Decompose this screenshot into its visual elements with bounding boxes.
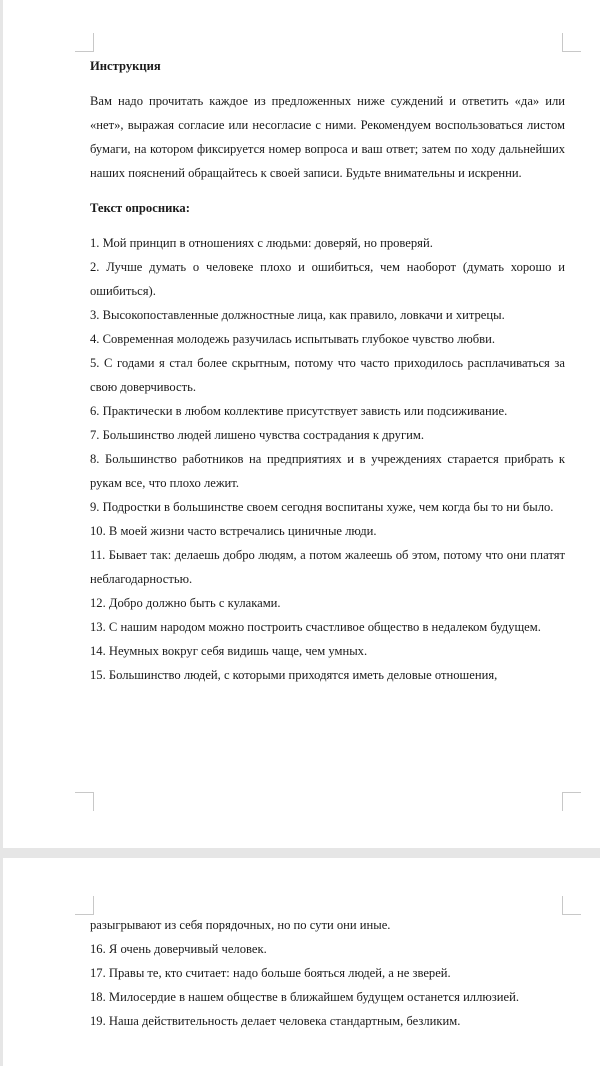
question-item: 3. Высокопоставленные должностные лица, как правило, ловкачи и хитрецы. [90,308,505,322]
question-item: 7. Большинство людей лишено чувства сострадания к другим. [90,428,424,442]
question-item: 4. Современная молодежь разучилась испытывать глубокое чувство любви. [90,332,496,346]
question-item: 1. Мой принцип в отношениях с людьми: доверяй, но проверяй. [90,236,433,250]
question-item: 16. Я очень доверчивый человек. [90,942,267,956]
margin-corner-mark [75,792,94,811]
question-item: 12. Добро должно быть с кулаками. [90,596,281,610]
question-item: 2. Лучше думать о человеке плохо и ошибиться, чем наоборот (думать хорошо и ошибиться). [90,260,565,298]
question-item: 10. В моей жизни часто встречались циничные люди. [90,524,377,538]
question-item: 15. Большинство людей, с которыми приходятся иметь деловые отношения, [90,668,498,682]
instruction-heading: Инструкция [90,59,161,73]
question-item: 9. Подростки в большинстве своем сегодня воспитаны хуже, чем когда бы то ни было. [90,500,554,514]
question-item: 17. Правы те, кто считает: надо больше бояться людей, а не зверей. [90,966,451,980]
question-item: 13. С нашим народом можно построить счастливое общество в недалеком будущем. [90,620,541,634]
question-item: 6. Практически в любом коллективе присутствует зависть или подсиживание. [90,404,508,418]
margin-corner-mark [562,792,581,811]
question-item: 18. Милосердие в нашем обществе в ближайшем будущем останется иллюзией. [90,990,519,1004]
margin-corner-mark [562,33,581,52]
question-item: 8. Большинство работников на предприятиях и в учреждениях старается прибрать к рукам все, что плохо лежит. [90,452,565,490]
question-item: 11. Бывает так: делаешь добро людям, а потом жалеешь об этом, потому что они платят неблагодарностью. [90,548,565,586]
question-item: 19. Наша действительность делает человека стандартным, безликим. [90,1014,461,1028]
page-1-text-body [90,54,565,687]
margin-corner-mark [75,33,94,52]
question-item: 5. С годами я стал более скрытным, потому что часто приходилось расплачиваться за свою доверчивость. [90,356,565,394]
question-item-continuation: разыгрывают из себя порядочных, но по сути они иные. [90,918,391,932]
instruction-paragraph: Вам надо прочитать каждое из предложенных ниже суждений и ответить «да» или «нет», выражая согласие или несогласие с ними. Рекомендуем воспользоваться листом бумаги, на котором фиксируется номер вопроса и ваш ответ; затем по ходу дальнейших наших пояснений обращайтесь к своей записи. Будьте внимательны и искренни. [90,94,565,180]
document-page-1 [3,0,600,848]
page-2-text-body [90,913,565,1033]
question-item: 14. Неумных вокруг себя видишь чаще, чем умных. [90,644,368,658]
document-page-2 [3,858,600,1066]
questionnaire-heading: Текст опросника: [90,201,190,215]
